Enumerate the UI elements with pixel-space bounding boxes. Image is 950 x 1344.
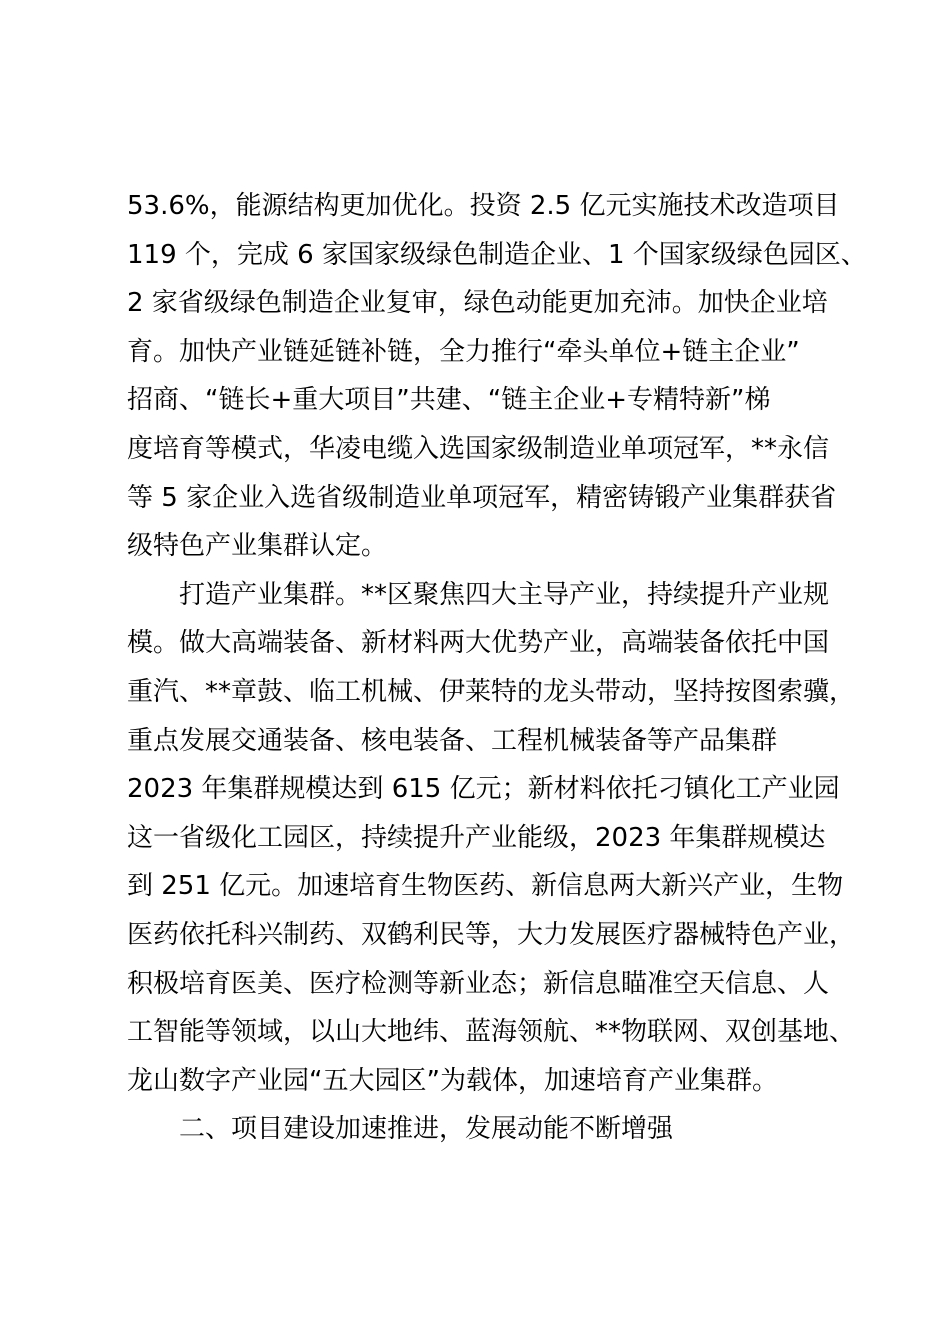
paragraph-line: 度培育等模式，华凌电缆入选国家级制造业单项冠军，**永信: [127, 433, 830, 464]
paragraph-line: 级特色产业集群认定。: [127, 531, 388, 562]
paragraph-line: 这一省级化工园区，持续提升产业能级，2023 年集群规模达: [127, 822, 826, 853]
paragraph-line: 积极培育医美、医疗检测等新业态；新信息瞄准空天信息、人: [127, 968, 830, 999]
paragraph-line: 招商、“链长+重大项目”共建、“链主企业+专精特新”梯: [127, 385, 771, 416]
paragraph-line: 医药依托科兴制药、双鹤利民等，大力发展医疗器械特色产业，: [127, 919, 856, 950]
paragraph-line: 119 个，完成 6 家国家级绿色制造企业、1 个国家级绿色园区、: [127, 239, 867, 270]
paragraph-2: [127, 571, 856, 1106]
paragraph-line: 重汽、**章鼓、临工机械、伊莱特的龙头带动，坚持按图索骥，: [127, 676, 856, 707]
paragraph-1: [127, 182, 867, 571]
paragraph-line: 龙山数字产业园“五大园区”为载体，加速培育产业集群。: [127, 1065, 778, 1096]
paragraph-line: 等 5 家企业入选省级制造业单项冠军，精密铸锻产业集群获省: [127, 482, 837, 513]
paragraph-line: 到 251 亿元。加速培育生物医药、新信息两大新兴产业，生物: [127, 871, 844, 902]
paragraph-line: 53.6%，能源结构更加优化。投资 2.5 亿元实施技术改造项目: [127, 191, 840, 221]
paragraph-line: 模。做大高端装备、新材料两大优势产业，高端装备依托中国: [127, 628, 830, 659]
section-heading: 二、项目建设加速推进，发展动能不断增强: [179, 1114, 674, 1145]
paragraph-line: 重点发展交通装备、核电装备、工程机械装备等产品集群: [127, 725, 778, 756]
paragraph-line: 2 家省级绿色制造企业复审，绿色动能更加充沛。加快企业培: [127, 288, 828, 319]
paragraph-line: 2023 年集群规模达到 615 亿元；新材料依托刁镇化工产业园: [127, 774, 840, 805]
paragraph-line: 打造产业集群。**区聚焦四大主导产业，持续提升产业规: [179, 579, 830, 610]
paragraph-line: 工智能等领域，以山大地纬、蓝海领航、**物联网、双创基地、: [127, 1017, 856, 1048]
document-body: [127, 182, 867, 1154]
paragraph-line: 育。加快产业链延链补链，全力推行“牵头单位+链主企业”: [127, 336, 800, 367]
